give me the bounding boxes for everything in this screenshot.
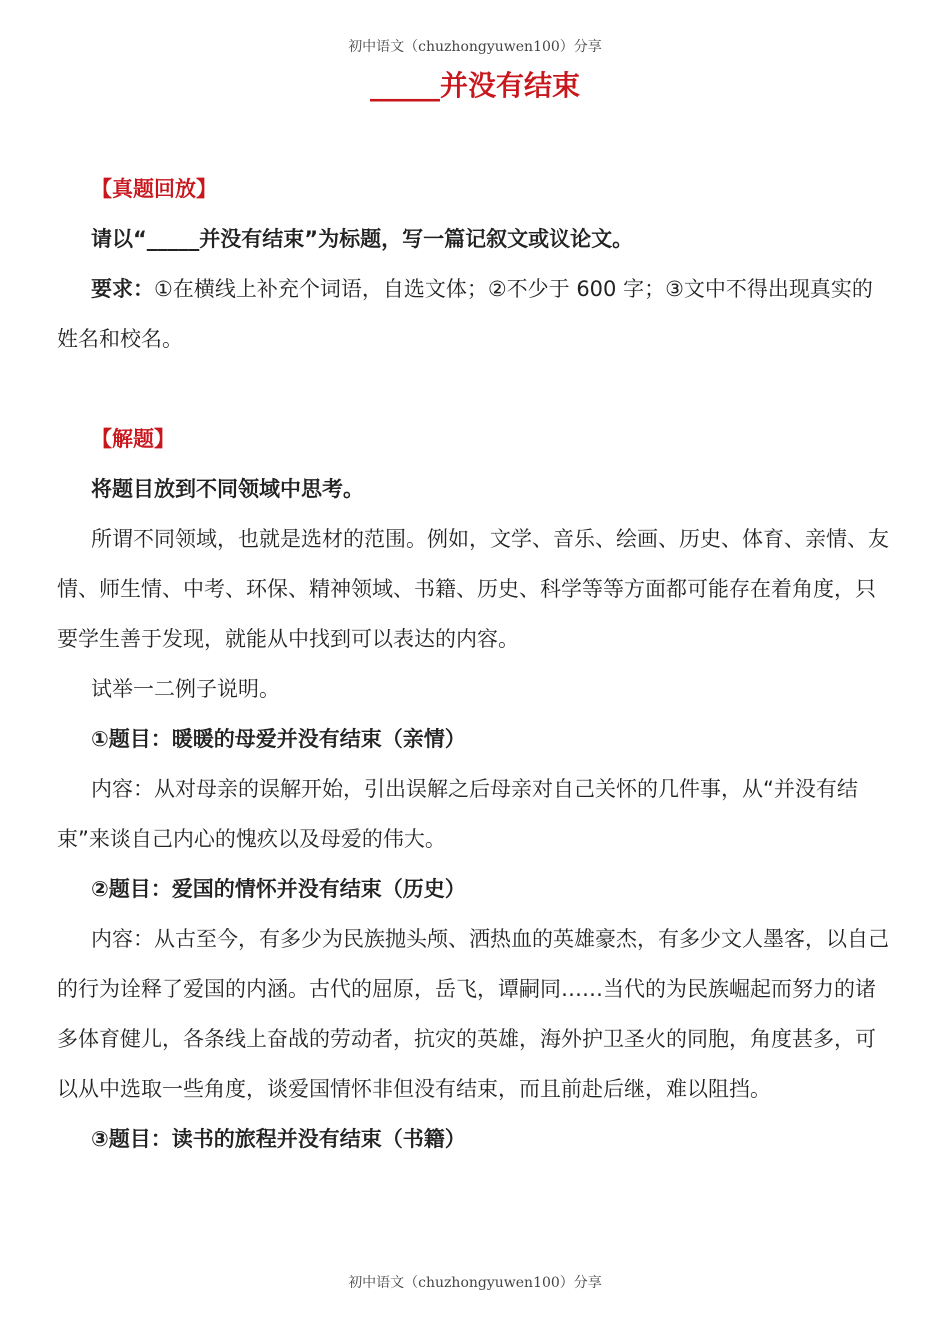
requirements-text: ①在横线上补充个词语，自选文体；②不少于 600 字；③文中不得出现真实的姓名和校名。 <box>57 277 873 351</box>
example-1-content: 内容：从对母亲的误解开始，引出误解之后母亲对自己关怀的几件事，从“并没有结束”来谈自己内心的愧疚以及母爱的伟大。 <box>57 777 858 851</box>
example-2-title: ②题目：爱国的情怀并没有结束（历史） <box>91 877 466 901</box>
exam-heading: 【真题回放】 <box>91 177 217 201</box>
page-title: _____并没有结束 <box>369 69 580 102</box>
requirements-label: 要求： <box>91 277 154 301</box>
analysis-heading: 【解题】 <box>91 427 175 451</box>
page-header: 初中语文（chuzhongyuwen100）分享 <box>348 39 602 55</box>
example-2-content: 内容：从古至今，有多少为民族抛头颅、洒热血的英雄豪杰，有多少文人墨客，以自己的行为诠释了爱国的内涵。古代的屈原，岳飞，谭嗣同……当代的为民族崛起而努力的诸多体育健儿，各条线上奋战的劳动者，抗灾的英雄，海外护卫圣火的同胞，角度甚多，可以从中选取一些角度，谈爱国情怀非但没有结束，而且前赴后继，难以阻挡。 <box>57 927 889 1101</box>
analysis-lead: 将题目放到不同领域中思考。 <box>91 477 364 501</box>
exam-prompt: 请以“_____并没有结束”为标题，写一篇记叙文或议论文。 <box>91 227 634 251</box>
example-1-title: ①题目：暖暖的母爱并没有结束（亲情） <box>91 727 466 751</box>
example-3-title: ③题目：读书的旅程并没有结束（书籍） <box>91 1127 466 1151</box>
exam-requirements <box>57 264 893 364</box>
page-footer: 初中语文（chuzhongyuwen100）分享 <box>348 1275 602 1291</box>
analysis-paragraph-2: 试举一二例子说明。 <box>91 677 280 701</box>
document-body <box>57 164 893 1164</box>
analysis-paragraph-1: 所谓不同领域，也就是选材的范围。例如，文学、音乐、绘画、历史、体育、亲情、友情、师生情、中考、环保、精神领域、书籍、历史、科学等等方面都可能存在着角度，只要学生善于发现，就能从中找到可以表达的内容。 <box>57 527 889 651</box>
section-gap <box>57 364 893 414</box>
